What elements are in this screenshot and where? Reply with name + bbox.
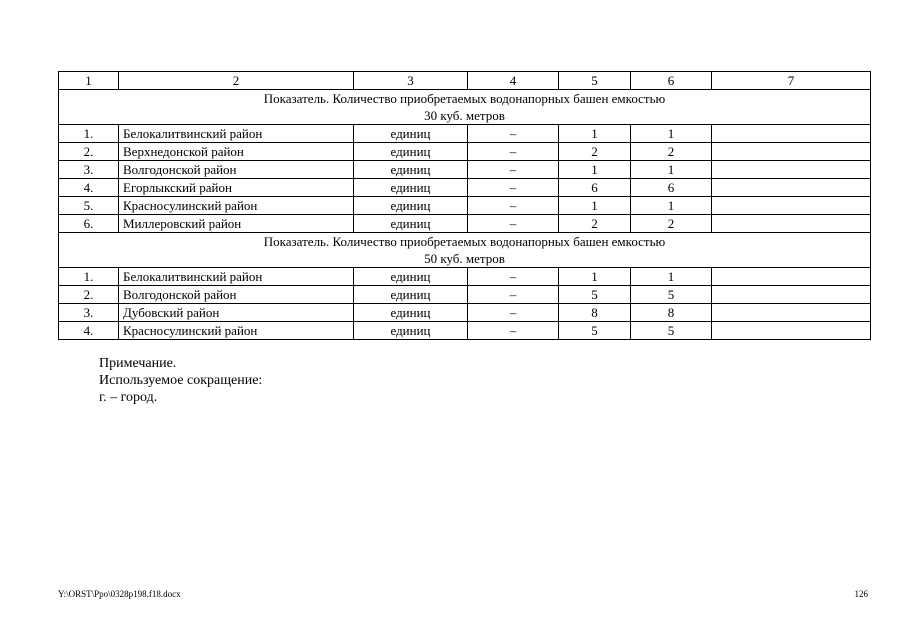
header-cell-5: 5 <box>559 72 631 90</box>
unit-cell: единиц <box>354 215 468 233</box>
col4-cell: – <box>468 179 559 197</box>
footer-file-path: Y:\ORST\Ppo\0328p198.f18.docx <box>58 589 181 599</box>
section-title-line2: 50 куб. метров <box>424 251 505 266</box>
district-name: Белокалитвинский район <box>119 125 354 143</box>
row-number: 2. <box>59 143 119 161</box>
col6-cell: 5 <box>631 322 712 340</box>
unit-cell: единиц <box>354 179 468 197</box>
district-name: Верхнедонской район <box>119 143 354 161</box>
unit-cell: единиц <box>354 322 468 340</box>
district-name: Дубовский район <box>119 304 354 322</box>
note-line-1: Используемое сокращение: <box>99 373 263 388</box>
note-block <box>99 355 262 406</box>
data-table <box>58 71 871 340</box>
row-number: 4. <box>59 322 119 340</box>
col6-cell: 8 <box>631 304 712 322</box>
note-heading: Примечание. <box>99 356 177 371</box>
section-title <box>59 233 871 268</box>
col4-cell: – <box>468 304 559 322</box>
col4-cell: – <box>468 286 559 304</box>
header-row <box>59 72 871 90</box>
col7-cell <box>712 215 871 233</box>
district-name: Белокалитвинский район <box>119 268 354 286</box>
col6-cell: 1 <box>631 125 712 143</box>
unit-cell: единиц <box>354 286 468 304</box>
district-name: Волгодонской район <box>119 161 354 179</box>
unit-cell: единиц <box>354 197 468 215</box>
col7-cell <box>712 304 871 322</box>
col7-cell <box>712 268 871 286</box>
col4-cell: – <box>468 143 559 161</box>
row-number: 3. <box>59 304 119 322</box>
section-title-line1: Показатель. Количество приобретаемых водонапорных башен емкостью <box>263 234 666 249</box>
row-number: 2. <box>59 286 119 304</box>
district-name: Волгодонской район <box>119 286 354 304</box>
col6-cell: 1 <box>631 161 712 179</box>
row-number: 3. <box>59 161 119 179</box>
district-name: Егорлыкский район <box>119 179 354 197</box>
col6-cell: 6 <box>631 179 712 197</box>
unit-cell: единиц <box>354 143 468 161</box>
table-row <box>59 322 871 340</box>
section-title-row <box>59 90 871 125</box>
col4-cell: – <box>468 322 559 340</box>
table-row <box>59 125 871 143</box>
row-number: 6. <box>59 215 119 233</box>
col6-cell: 2 <box>631 143 712 161</box>
header-cell-1: 1 <box>59 72 119 90</box>
header-cell-7: 7 <box>712 72 871 90</box>
col7-cell <box>712 179 871 197</box>
col7-cell <box>712 143 871 161</box>
section-title-line2: 30 куб. метров <box>424 108 505 123</box>
col5-cell: 1 <box>559 268 631 286</box>
col7-cell <box>712 322 871 340</box>
col5-cell: 2 <box>559 143 631 161</box>
table-row <box>59 179 871 197</box>
district-name: Красносулинский район <box>119 197 354 215</box>
col7-cell <box>712 125 871 143</box>
header-cell-2: 2 <box>119 72 354 90</box>
unit-cell: единиц <box>354 125 468 143</box>
table-row <box>59 215 871 233</box>
section-title-line1: Показатель. Количество приобретаемых водонапорных башен емкостью <box>263 91 666 106</box>
table-row <box>59 286 871 304</box>
district-name: Красносулинский район <box>119 322 354 340</box>
col5-cell: 8 <box>559 304 631 322</box>
unit-cell: единиц <box>354 161 468 179</box>
table-row <box>59 304 871 322</box>
col5-cell: 5 <box>559 286 631 304</box>
col4-cell: – <box>468 197 559 215</box>
table-row <box>59 143 871 161</box>
note-line-2: г. – город. <box>99 390 158 405</box>
header-cell-6: 6 <box>631 72 712 90</box>
col7-cell <box>712 161 871 179</box>
col6-cell: 5 <box>631 286 712 304</box>
district-name: Миллеровский район <box>119 215 354 233</box>
col7-cell <box>712 286 871 304</box>
col5-cell: 6 <box>559 179 631 197</box>
col7-cell <box>712 197 871 215</box>
col4-cell: – <box>468 161 559 179</box>
col5-cell: 5 <box>559 322 631 340</box>
row-number: 1. <box>59 268 119 286</box>
row-number: 5. <box>59 197 119 215</box>
row-number: 4. <box>59 179 119 197</box>
col4-cell: – <box>468 268 559 286</box>
section-title-row <box>59 233 871 268</box>
col4-cell: – <box>468 125 559 143</box>
header-cell-3: 3 <box>354 72 468 90</box>
col6-cell: 1 <box>631 197 712 215</box>
row-number: 1. <box>59 125 119 143</box>
col5-cell: 1 <box>559 161 631 179</box>
col5-cell: 1 <box>559 125 631 143</box>
table-row <box>59 197 871 215</box>
header-cell-4: 4 <box>468 72 559 90</box>
unit-cell: единиц <box>354 304 468 322</box>
table-row <box>59 161 871 179</box>
col5-cell: 1 <box>559 197 631 215</box>
unit-cell: единиц <box>354 268 468 286</box>
col5-cell: 2 <box>559 215 631 233</box>
table-row <box>59 268 871 286</box>
col4-cell: – <box>468 215 559 233</box>
col6-cell: 1 <box>631 268 712 286</box>
page-number: 126 <box>854 589 868 599</box>
col6-cell: 2 <box>631 215 712 233</box>
section-title <box>59 90 871 125</box>
